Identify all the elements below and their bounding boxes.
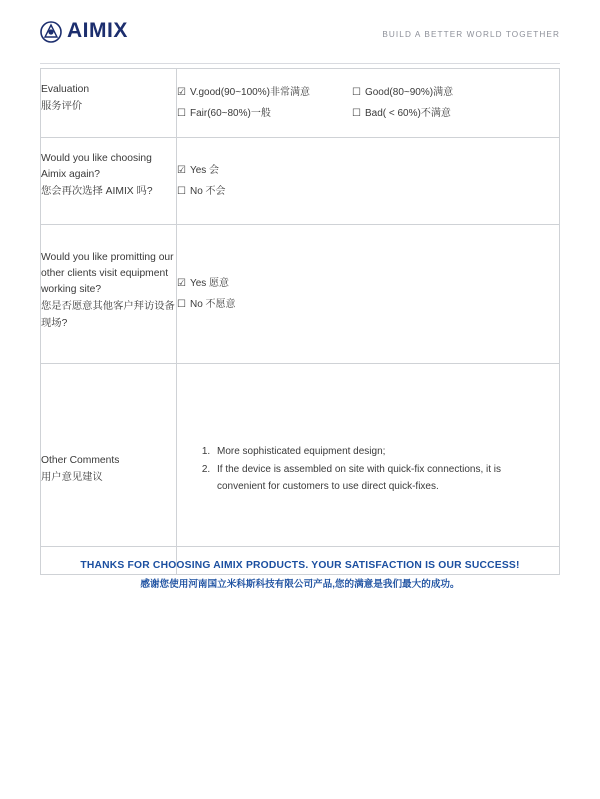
option-no[interactable]	[177, 294, 559, 315]
option-no[interactable]	[177, 181, 559, 202]
checkbox-empty-icon[interactable]: ☐	[177, 299, 186, 310]
checkbox-empty-icon[interactable]: ☐	[352, 87, 361, 98]
option-label: Good(80~90%)满意	[364, 87, 454, 98]
answer-cell-choose-again	[177, 138, 560, 225]
question-label-en: Would you like promitting our other clients visit equipment working site?	[41, 252, 174, 295]
option-group-site-visit	[177, 273, 559, 315]
page-header	[0, 18, 600, 56]
option-label: No 不会	[189, 186, 226, 197]
question-label-en: Evaluation	[41, 84, 90, 95]
answer-cell-other-comments	[177, 364, 560, 575]
option-group-choose-again	[177, 160, 559, 202]
option-label: V.good(90~100%)非常满意	[189, 87, 310, 98]
table-row	[41, 69, 560, 138]
header-divider	[40, 63, 560, 64]
question-label-en: Would you like choosing Aimix again?	[41, 153, 152, 180]
question-label-zh: 服务评价	[41, 101, 83, 112]
option-bad[interactable]	[352, 103, 527, 124]
checkbox-empty-icon[interactable]: ☐	[177, 108, 186, 119]
brand-tagline: BUILD A BETTER WORLD TOGETHER	[382, 30, 560, 39]
footer-divider	[40, 546, 560, 547]
table-row	[41, 225, 560, 364]
answer-cell-evaluation	[177, 69, 560, 138]
checkbox-empty-icon[interactable]: ☐	[177, 186, 186, 197]
table-row	[41, 138, 560, 225]
checkbox-checked-icon[interactable]: ☑	[177, 87, 186, 98]
option-group-evaluation	[177, 82, 559, 124]
aimix-logo-icon	[40, 21, 62, 43]
checkbox-checked-icon[interactable]: ☑	[177, 278, 186, 289]
question-label-zh: 您是否愿意其他客户拜访设备现场?	[41, 301, 175, 329]
brand-name: AIMIX	[67, 19, 128, 42]
option-yes[interactable]	[177, 273, 559, 294]
checkbox-empty-icon[interactable]: ☐	[352, 108, 361, 119]
option-good[interactable]	[352, 82, 527, 103]
question-cell-other-comments	[41, 364, 177, 575]
question-cell-evaluation	[41, 69, 177, 138]
survey-table	[40, 68, 560, 575]
option-fair[interactable]	[177, 103, 352, 124]
comments-list	[191, 443, 545, 495]
question-cell-site-visit	[41, 225, 177, 364]
answer-cell-site-visit	[177, 225, 560, 364]
question-cell-choose-again	[41, 138, 177, 225]
option-vgood[interactable]	[177, 82, 352, 103]
question-label-en: Other Comments	[41, 454, 120, 466]
option-label: Yes 愿意	[189, 278, 230, 289]
brand-logo	[40, 18, 128, 44]
list-item: 2. If the device is assembled on site with quick-fix connections, it is convenient for customers to use direct quick-fixes.	[213, 461, 545, 495]
question-label-zh: 用户意见建议	[41, 471, 103, 483]
option-yes[interactable]	[177, 160, 559, 181]
option-label: Bad( < 60%)不满意	[364, 108, 451, 119]
page-footer	[0, 550, 600, 590]
option-label: Yes 会	[189, 165, 220, 176]
checkbox-checked-icon[interactable]: ☑	[177, 165, 186, 176]
question-label-zh: 您会再次选择 AIMIX 吗?	[41, 186, 153, 197]
table-row	[41, 364, 560, 575]
option-label: Fair(60~80%)一般	[189, 108, 271, 119]
option-label: No 不愿意	[189, 299, 236, 310]
footer-thanks-zh: 感谢您使用河南国立米科斯科技有限公司产品,您的满意是我们最大的成功。	[140, 579, 460, 590]
footer-thanks-en: THANKS FOR CHOOSING AIMIX PRODUCTS. YOUR SATISFACTION IS OUR SUCCESS!	[80, 560, 520, 571]
list-item: 1. More sophisticated equipment design;	[213, 443, 545, 460]
